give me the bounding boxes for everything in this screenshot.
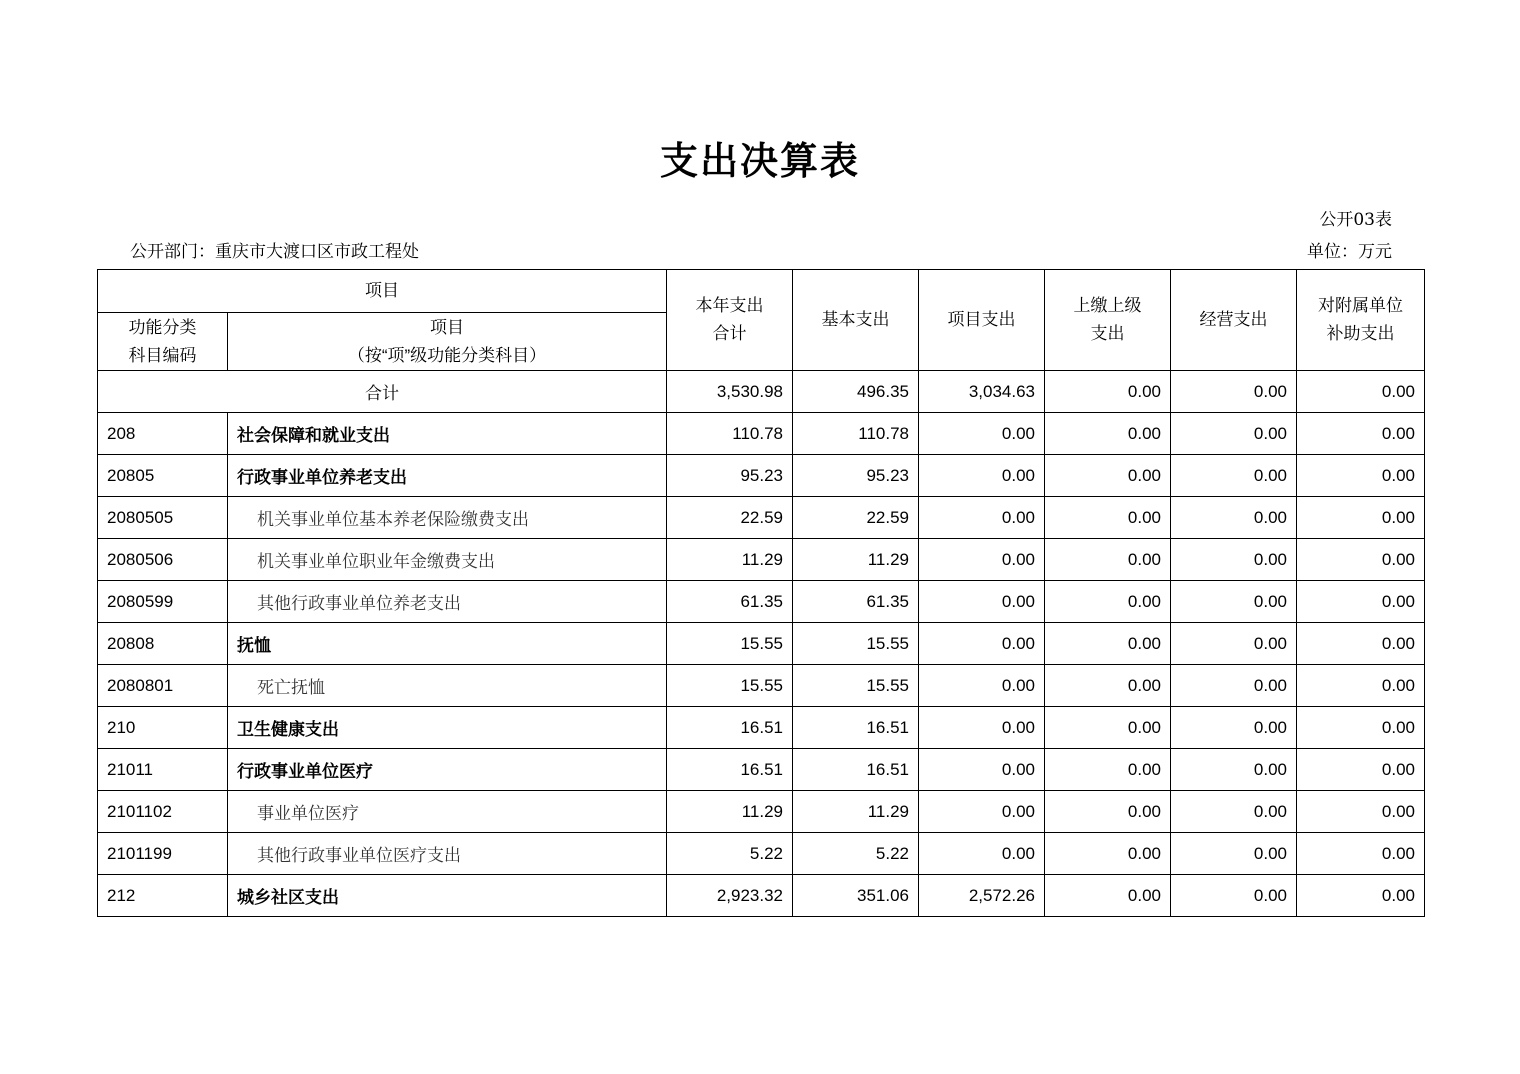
row-item: 0.00 — [919, 581, 1045, 623]
row-name: 抚恤 — [228, 623, 667, 665]
row-subsidy: 0.00 — [1297, 833, 1425, 875]
department-label: 公开部门：重庆市大渡口区市政工程处 — [130, 242, 419, 262]
row-subsidy: 0.00 — [1297, 497, 1425, 539]
table-row — [98, 875, 1425, 917]
row-code: 2080506 — [98, 539, 228, 581]
row-code: 20805 — [98, 455, 228, 497]
row-business: 0.00 — [1171, 539, 1297, 581]
row-total: 61.35 — [667, 581, 793, 623]
table-row — [98, 581, 1425, 623]
row-name: 其他行政事业单位养老支出 — [228, 581, 667, 623]
row-upper: 0.00 — [1045, 497, 1171, 539]
row-basic: 16.51 — [793, 749, 919, 791]
row-item: 0.00 — [919, 833, 1045, 875]
table-row — [98, 455, 1425, 497]
row-business: 0.00 — [1171, 875, 1297, 917]
header-code: 功能分类 科目编码 — [98, 313, 228, 371]
table-row — [98, 791, 1425, 833]
row-code: 2080599 — [98, 581, 228, 623]
row-item: 0.00 — [919, 455, 1045, 497]
row-basic: 16.51 — [793, 707, 919, 749]
row-item: 0.00 — [919, 665, 1045, 707]
row-total: 11.29 — [667, 539, 793, 581]
summary-upper: 0.00 — [1045, 371, 1171, 413]
row-subsidy: 0.00 — [1297, 539, 1425, 581]
row-business: 0.00 — [1171, 413, 1297, 455]
summary-subsidy: 0.00 — [1297, 371, 1425, 413]
header-business: 经营支出 — [1171, 270, 1297, 371]
row-subsidy: 0.00 — [1297, 749, 1425, 791]
row-upper: 0.00 — [1045, 455, 1171, 497]
table-row — [98, 539, 1425, 581]
row-name: 行政事业单位养老支出 — [228, 455, 667, 497]
row-name: 事业单位医疗 — [228, 791, 667, 833]
header-basic: 基本支出 — [793, 270, 919, 371]
header-item: 项目支出 — [919, 270, 1045, 371]
row-subsidy: 0.00 — [1297, 875, 1425, 917]
row-total: 110.78 — [667, 413, 793, 455]
table-number: 公开03表 — [1319, 210, 1392, 230]
row-basic: 5.22 — [793, 833, 919, 875]
row-item: 0.00 — [919, 623, 1045, 665]
row-business: 0.00 — [1171, 833, 1297, 875]
page-title: 支出决算表 — [659, 139, 860, 183]
row-basic: 15.55 — [793, 623, 919, 665]
row-business: 0.00 — [1171, 497, 1297, 539]
row-item: 2,572.26 — [919, 875, 1045, 917]
row-total: 11.29 — [667, 791, 793, 833]
row-code: 210 — [98, 707, 228, 749]
table-row — [98, 413, 1425, 455]
row-business: 0.00 — [1171, 581, 1297, 623]
summary-row — [98, 371, 1425, 413]
row-subsidy: 0.00 — [1297, 665, 1425, 707]
row-code: 2080801 — [98, 665, 228, 707]
header-upper: 上缴上级 支出 — [1045, 270, 1171, 371]
row-business: 0.00 — [1171, 707, 1297, 749]
row-business: 0.00 — [1171, 791, 1297, 833]
row-code: 20808 — [98, 623, 228, 665]
row-basic: 95.23 — [793, 455, 919, 497]
row-basic: 15.55 — [793, 665, 919, 707]
row-subsidy: 0.00 — [1297, 455, 1425, 497]
row-total: 15.55 — [667, 665, 793, 707]
row-total: 16.51 — [667, 749, 793, 791]
row-upper: 0.00 — [1045, 413, 1171, 455]
row-upper: 0.00 — [1045, 539, 1171, 581]
row-upper: 0.00 — [1045, 749, 1171, 791]
row-name: 卫生健康支出 — [228, 707, 667, 749]
row-business: 0.00 — [1171, 455, 1297, 497]
row-name: 行政事业单位医疗 — [228, 749, 667, 791]
row-item: 0.00 — [919, 707, 1045, 749]
row-item: 0.00 — [919, 749, 1045, 791]
header-name: 项目 （按“项”级功能分类科目） — [228, 313, 667, 371]
table-row — [98, 833, 1425, 875]
summary-basic: 496.35 — [793, 371, 919, 413]
row-total: 22.59 — [667, 497, 793, 539]
row-code: 2101199 — [98, 833, 228, 875]
row-subsidy: 0.00 — [1297, 791, 1425, 833]
row-upper: 0.00 — [1045, 581, 1171, 623]
row-item: 0.00 — [919, 539, 1045, 581]
row-name: 死亡抚恤 — [228, 665, 667, 707]
row-basic: 110.78 — [793, 413, 919, 455]
row-item: 0.00 — [919, 413, 1045, 455]
row-name: 城乡社区支出 — [228, 875, 667, 917]
row-code: 212 — [98, 875, 228, 917]
row-subsidy: 0.00 — [1297, 623, 1425, 665]
row-code: 2080505 — [98, 497, 228, 539]
row-total: 95.23 — [667, 455, 793, 497]
expenditure-table — [97, 269, 1425, 917]
row-basic: 61.35 — [793, 581, 919, 623]
row-subsidy: 0.00 — [1297, 413, 1425, 455]
row-upper: 0.00 — [1045, 833, 1171, 875]
summary-business: 0.00 — [1171, 371, 1297, 413]
summary-total: 3,530.98 — [667, 371, 793, 413]
table-row — [98, 623, 1425, 665]
row-total: 2,923.32 — [667, 875, 793, 917]
header-subsidy: 对附属单位 补助支出 — [1297, 270, 1425, 371]
row-upper: 0.00 — [1045, 665, 1171, 707]
row-total: 5.22 — [667, 833, 793, 875]
row-upper: 0.00 — [1045, 623, 1171, 665]
row-code: 2101102 — [98, 791, 228, 833]
row-basic: 22.59 — [793, 497, 919, 539]
row-upper: 0.00 — [1045, 875, 1171, 917]
row-total: 15.55 — [667, 623, 793, 665]
row-total: 16.51 — [667, 707, 793, 749]
row-business: 0.00 — [1171, 623, 1297, 665]
row-basic: 351.06 — [793, 875, 919, 917]
row-item: 0.00 — [919, 791, 1045, 833]
row-basic: 11.29 — [793, 539, 919, 581]
header-total: 本年支出 合计 — [667, 270, 793, 371]
row-upper: 0.00 — [1045, 707, 1171, 749]
row-basic: 11.29 — [793, 791, 919, 833]
summary-label: 合计 — [98, 371, 667, 413]
row-subsidy: 0.00 — [1297, 581, 1425, 623]
row-item: 0.00 — [919, 497, 1045, 539]
table-row — [98, 665, 1425, 707]
row-name: 社会保障和就业支出 — [228, 413, 667, 455]
row-name: 其他行政事业单位医疗支出 — [228, 833, 667, 875]
table-row — [98, 497, 1425, 539]
table-row — [98, 749, 1425, 791]
table-row — [98, 707, 1425, 749]
row-business: 0.00 — [1171, 749, 1297, 791]
row-name: 机关事业单位基本养老保险缴费支出 — [228, 497, 667, 539]
row-code: 208 — [98, 413, 228, 455]
row-subsidy: 0.00 — [1297, 707, 1425, 749]
row-business: 0.00 — [1171, 665, 1297, 707]
header-project: 项目 — [98, 270, 667, 313]
unit-label: 单位：万元 — [1307, 242, 1392, 262]
summary-item: 3,034.63 — [919, 371, 1045, 413]
row-code: 21011 — [98, 749, 228, 791]
row-upper: 0.00 — [1045, 791, 1171, 833]
row-name: 机关事业单位职业年金缴费支出 — [228, 539, 667, 581]
